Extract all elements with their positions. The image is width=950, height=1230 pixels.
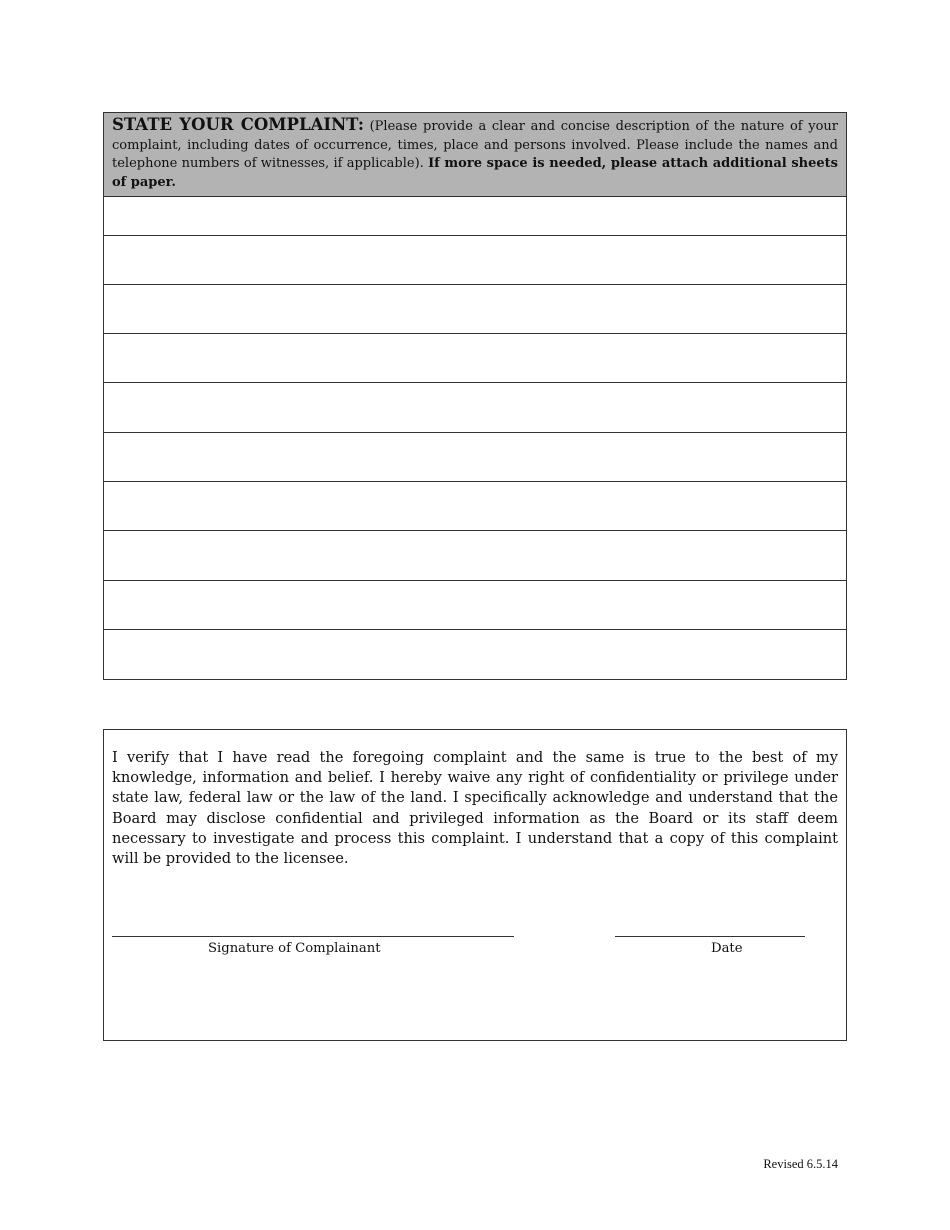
complaint-table — [103, 112, 847, 680]
signature-line[interactable] — [112, 936, 514, 937]
complaint-answer-line[interactable] — [104, 630, 846, 679]
date-line[interactable] — [615, 936, 805, 937]
complaint-answer-line[interactable] — [104, 285, 846, 334]
signature-label: Signature of Complainant — [208, 941, 381, 956]
complaint-instructions: (Please provide a clear and concise description of the nature of your complaint, including dates of occurrence, times, place and persons involved. Please include the names and telephone numbers of witnesses, if applicable). — [112, 119, 838, 171]
complaint-header — [104, 113, 846, 197]
verification-statement: I verify that I have read the foregoing complaint and the same is true to the best of my knowledge, information and belief. I hereby waive any right of confidentiality or privilege under state law, federal law or the law of the land. I specifically acknowledge and understand that the Board may disclose confidential and privileged information as the Board or its staff deem necessary to investigate and process this complaint. I understand that a copy of this complaint will be provided to the licensee. — [112, 749, 838, 868]
complaint-answer-line[interactable] — [104, 236, 846, 285]
complaint-answer-line[interactable] — [104, 482, 846, 531]
complaint-answer-line[interactable] — [104, 383, 846, 432]
complaint-answer-line[interactable] — [104, 531, 846, 580]
date-label: Date — [711, 941, 743, 956]
complaint-answer-line[interactable] — [104, 581, 846, 630]
verification-box — [103, 729, 847, 1041]
revision-note: Revised 6.5.14 — [763, 1157, 838, 1171]
complaint-answer-line[interactable] — [104, 334, 846, 383]
complaint-answer-line[interactable] — [104, 197, 846, 236]
complaint-heading: STATE YOUR COMPLAINT: — [112, 115, 364, 134]
attach-note: If more space is needed, please attach additional sheets of paper. — [112, 156, 838, 190]
complaint-answer-line[interactable] — [104, 433, 846, 482]
